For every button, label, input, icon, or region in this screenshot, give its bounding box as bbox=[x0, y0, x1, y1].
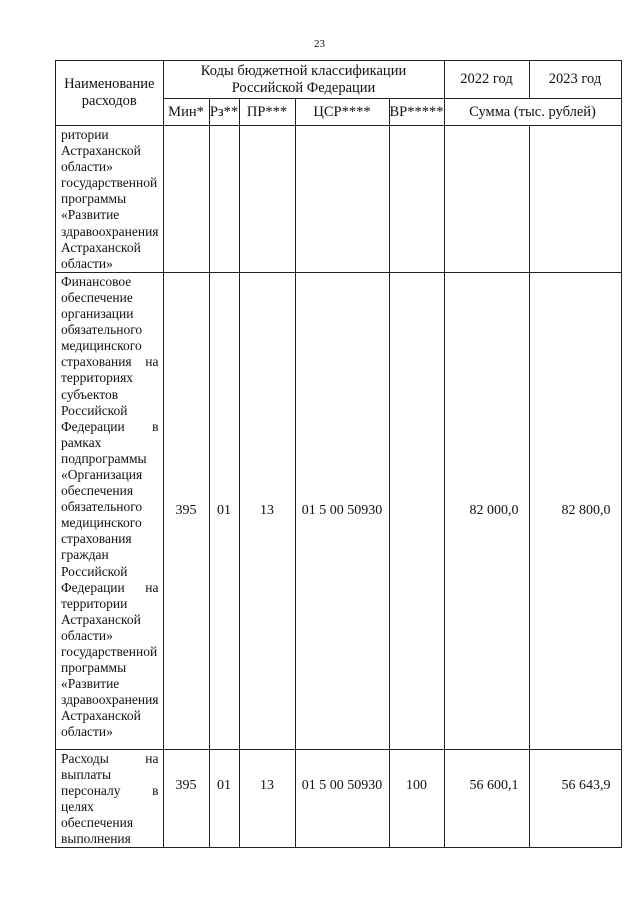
header-rz: Рз** bbox=[209, 99, 239, 126]
row-rz: 01 bbox=[209, 272, 239, 749]
row-pr bbox=[239, 126, 295, 273]
header-pr: ПР*** bbox=[239, 99, 295, 126]
table-row bbox=[56, 749, 622, 848]
header-sum: Сумма (тыс. рублей) bbox=[444, 99, 621, 126]
row-sum-2022: 82 000,0 bbox=[444, 272, 529, 749]
page-number: 23 bbox=[314, 38, 325, 50]
header-year-2023: 2023 год bbox=[529, 61, 621, 99]
row-csr: 01 5 00 50930 bbox=[295, 749, 389, 848]
row-vr: 100 bbox=[389, 749, 444, 848]
header-year-2022: 2022 год bbox=[444, 61, 529, 99]
row-name: ритории Астраханской области» государственной программы «Развитие здравоохранения Астраханской области» bbox=[56, 126, 164, 273]
row-csr: 01 5 00 50930 bbox=[295, 272, 389, 749]
row-min: 395 bbox=[163, 272, 209, 749]
header-csr: ЦСР**** bbox=[295, 99, 389, 126]
header-min: Мин* bbox=[163, 99, 209, 126]
row-sum-2022 bbox=[444, 126, 529, 273]
row-min bbox=[163, 126, 209, 273]
row-csr bbox=[295, 126, 389, 273]
row-pr: 13 bbox=[239, 749, 295, 848]
row-pr: 13 bbox=[239, 272, 295, 749]
row-name: Финансовое обеспечение организации обязательного медицинского страхования на территориях субъектов Российской Федерации в рамках подпрограммы «Организация обеспечения обязательного медицинского страхования граждан Российской Федерации на территории Астраханской области» государственной программы «Развитие здравоохранения Астраханской области» bbox=[56, 272, 164, 749]
row-vr bbox=[389, 272, 444, 749]
row-name: Расходы на выплаты персоналу в целях обеспечения выполнения bbox=[56, 749, 164, 848]
header-vr: ВР***** bbox=[389, 99, 444, 126]
table-row bbox=[56, 272, 622, 749]
budget-table bbox=[55, 60, 622, 848]
table-row bbox=[56, 126, 622, 273]
header-codes: Коды бюджетной классификации Российской Федерации bbox=[163, 61, 444, 99]
row-vr bbox=[389, 126, 444, 273]
row-sum-2022: 56 600,1 bbox=[444, 749, 529, 848]
row-sum-2023 bbox=[529, 126, 621, 273]
row-sum-2023: 56 643,9 bbox=[529, 749, 621, 848]
row-rz: 01 bbox=[209, 749, 239, 848]
row-sum-2023: 82 800,0 bbox=[529, 272, 621, 749]
header-name: Наименование расходов bbox=[56, 61, 164, 126]
row-rz bbox=[209, 126, 239, 273]
row-min: 395 bbox=[163, 749, 209, 848]
